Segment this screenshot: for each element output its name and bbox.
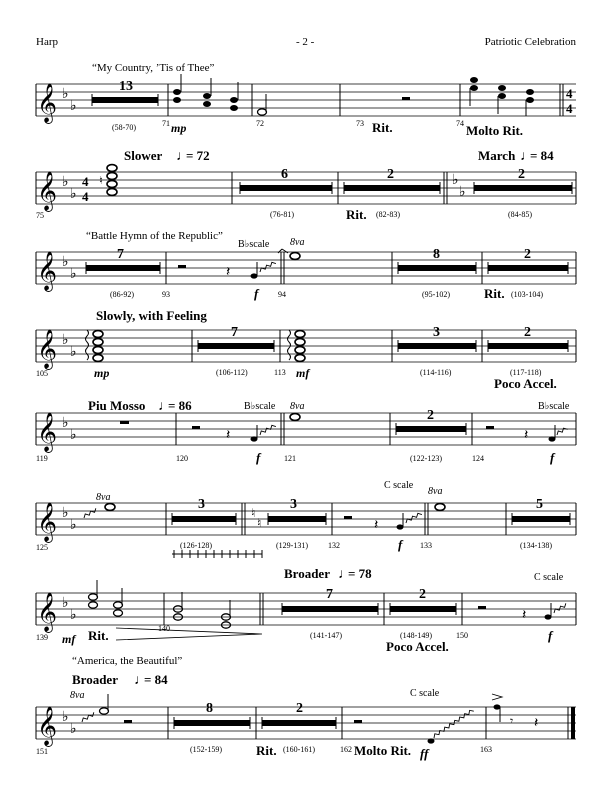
whole-note (290, 414, 300, 421)
tempo-marking: Broader (72, 672, 118, 687)
rest-count: 2 (387, 167, 394, 182)
multimeasure-rest (240, 185, 332, 191)
tempo-marking: Slowly, with Feeling (96, 308, 207, 323)
measure-range: (82-83) (376, 210, 400, 219)
measure-range: (160-161) (283, 745, 315, 754)
staff-system-6 (36, 480, 576, 558)
scale-instruction: B♭scale (238, 239, 270, 250)
rest-count: 7 (117, 247, 124, 262)
measure-range: (117-118) (510, 368, 542, 377)
measure-number: 105 (36, 369, 48, 378)
time-signature: 4 (566, 101, 573, 116)
measure-number: 162 (340, 745, 352, 754)
quote-title: “America, the Beautiful” (72, 655, 183, 667)
half-rest (486, 426, 494, 429)
measure-number: 94 (278, 290, 286, 299)
svg-text:♮: ♮ (99, 175, 103, 187)
whole-rest (120, 421, 129, 424)
rest-count: 5 (536, 497, 543, 512)
rest-count: 3 (290, 497, 297, 512)
half-note (100, 708, 109, 714)
measure-number: 151 (36, 747, 48, 756)
ottava-marking: 8va (70, 690, 85, 701)
key-signature-flat: ♭ (62, 596, 69, 611)
measure-number: 133 (420, 541, 432, 550)
measure-number: 140 (158, 624, 170, 633)
quarter-note-icon: ♩ (134, 673, 148, 688)
measure-range: (148-149) (400, 631, 432, 640)
key-signature-flat: ♭ (62, 506, 69, 521)
rest-count: 3 (433, 325, 440, 340)
half-rest (478, 606, 486, 609)
measure-range: (126-128) (180, 541, 212, 550)
dynamic-marking: mp (94, 366, 110, 380)
key-signature-flat: ♭ (62, 710, 69, 725)
half-rest (402, 97, 410, 100)
dynamic-marking: mf (296, 366, 310, 380)
piece-title: Patriotic Celebration (484, 36, 576, 48)
scale-instruction: C scale (534, 572, 564, 583)
half-rest (192, 426, 200, 429)
measure-range: (106-112) (216, 368, 248, 377)
staff-system-5 (36, 398, 576, 465)
multimeasure-rest (282, 606, 378, 612)
ottava-marking: 8va (96, 492, 111, 503)
half-note (258, 109, 267, 115)
multimeasure-rest (174, 720, 250, 726)
instrument-name: Harp (36, 36, 58, 48)
rest-count: 2 (296, 701, 303, 716)
key-signature-flat: ♭ (62, 333, 69, 348)
rest-count: 6 (281, 167, 288, 182)
dynamic-marking: f (550, 450, 555, 465)
half-rest (344, 516, 352, 519)
key-signature-flat: ♭ (70, 99, 77, 114)
dynamic-marking: f (256, 450, 261, 465)
treble-clef-icon: 𝄞 (37, 253, 58, 290)
key-signature-flat: ♭ (62, 87, 69, 102)
quarter-rest: 𝄽 (374, 518, 379, 533)
measure-range: (134-138) (520, 541, 552, 550)
ottava-marking: 8va (290, 401, 305, 412)
multimeasure-rest (488, 343, 568, 349)
rest-count: 13 (119, 79, 133, 94)
whole-note (290, 253, 300, 260)
tempo-marking: Poco Accel. (494, 376, 557, 391)
rest-count: 2 (518, 167, 525, 182)
measure-range: (76-81) (270, 210, 294, 219)
measure-number: 113 (274, 368, 286, 377)
multimeasure-rest (172, 516, 236, 522)
quarter-rest: 𝄽 (534, 716, 539, 731)
dynamic-marking: mp (171, 121, 187, 135)
measure-range: (95-102) (422, 290, 450, 299)
measure-number: 125 (36, 543, 48, 552)
measure-number: 124 (472, 454, 484, 463)
half-rest (178, 265, 186, 268)
tempo-marking: = 84 (530, 148, 554, 163)
scale-instruction: B♭scale (244, 401, 276, 412)
multimeasure-rest (262, 720, 336, 726)
measure-number: 71 (162, 119, 170, 128)
time-signature: 4 (566, 86, 573, 101)
scale-instruction: B♭scale (538, 401, 570, 412)
measure-range: (114-116) (420, 368, 452, 377)
decrescendo-hairpin (116, 628, 262, 640)
chord-notes (173, 74, 238, 111)
tempo-marking: Rit. (256, 743, 277, 758)
key-signature-flat: ♭ (70, 345, 77, 360)
tempo-marking: = 72 (186, 148, 210, 163)
measure-range: (84-85) (508, 210, 532, 219)
treble-clef-icon: 𝄞 (37, 594, 58, 631)
key-signature-flat: ♭ (70, 608, 77, 623)
staff-system-7 (36, 566, 576, 654)
rest-count: 2 (524, 325, 531, 340)
measure-number: 163 (480, 745, 492, 754)
scale-instruction: C scale (384, 480, 414, 491)
rest-count: 3 (198, 497, 205, 512)
quarter-note-icon: ♩ (338, 567, 352, 582)
staff-system-3 (36, 230, 576, 301)
chord-notes (470, 77, 534, 116)
tempo-marking: Piu Mosso (88, 398, 146, 413)
tempo-marking: = 78 (348, 566, 372, 581)
quarter-rest: 𝄽 (524, 428, 529, 443)
whole-note (105, 504, 115, 511)
glissando-scale (251, 424, 276, 442)
staff-system-1 (36, 62, 576, 138)
tempo-marking: Molto Rit. (354, 743, 412, 758)
final-barline (571, 707, 575, 739)
tempo-marking: Poco Accel. (386, 639, 449, 654)
quarter-note-icon: ♩ (520, 149, 534, 164)
whole-note (435, 504, 445, 511)
measure-number: 132 (328, 541, 340, 550)
quarter-rest: 𝄽 (522, 608, 527, 623)
measure-range: (122-123) (410, 454, 442, 463)
key-signature-flat: ♭ (70, 722, 77, 737)
rest-count: 8 (433, 247, 440, 262)
treble-clef-icon: 𝄞 (37, 85, 58, 122)
multimeasure-rest (268, 516, 326, 522)
half-rest (124, 720, 132, 723)
dynamic-marking: ff (420, 746, 429, 761)
tempo-marking: Broader (284, 566, 330, 581)
multimeasure-rest (398, 265, 476, 271)
quarter-note-icon: ♩ (158, 399, 172, 414)
multimeasure-rest (198, 343, 274, 349)
time-signature: 4 (82, 174, 89, 189)
quote-title: “Battle Hymn of the Republic” (86, 230, 223, 242)
key-signature-flat: ♭ (70, 518, 77, 533)
rest-count: 2 (524, 247, 531, 262)
tempo-marking: Rit. (484, 286, 505, 301)
natural-sign: ♮ (251, 506, 256, 520)
multimeasure-rest (396, 426, 466, 432)
half-rest (354, 720, 362, 723)
glissando-scale (549, 425, 568, 442)
dynamic-marking: f (254, 286, 259, 301)
rest-count: 2 (427, 408, 434, 423)
treble-clef-icon: 𝄞 (37, 331, 58, 368)
dynamic-marking: f (398, 537, 403, 552)
measure-range: (141-147) (310, 631, 342, 640)
rest-count: 7 (231, 325, 238, 340)
key-signature-flat: ♭ (62, 175, 69, 190)
multimeasure-rest (86, 265, 160, 271)
tempo-marking: Rit. (372, 120, 393, 135)
key-signature-flat: ♭ (70, 267, 77, 282)
treble-clef-icon: 𝄞 (37, 173, 58, 210)
half-note-chord (174, 592, 231, 628)
measure-number: 72 (256, 119, 264, 128)
key-signature-flat: ♭ (452, 173, 459, 188)
key-signature-flat: ♭ (459, 185, 466, 200)
measure-number: 93 (162, 290, 170, 299)
ottava-marking: 8va (290, 237, 305, 248)
tempo-marking: Rit. (88, 628, 109, 643)
tempo-marking: = 84 (144, 672, 168, 687)
scale-instruction: C scale (410, 688, 440, 699)
half-note-chord (89, 580, 123, 616)
page-number: - 2 - (296, 36, 315, 48)
rest-count: 8 (206, 701, 213, 716)
glissando-scale (83, 508, 98, 518)
glissando-scale (428, 709, 474, 744)
measure-range: (58-70) (112, 123, 136, 132)
treble-clef-icon: 𝄞 (37, 504, 58, 541)
tempo-marking: = 86 (168, 398, 192, 413)
measure-range: (129-131) (276, 541, 308, 550)
measure-range: (152-159) (190, 745, 222, 754)
staff-system-8 (36, 655, 576, 761)
treble-clef-icon: 𝄞 (37, 414, 58, 451)
tick-marks (172, 550, 262, 558)
multimeasure-rest (512, 516, 570, 522)
measure-number: 74 (456, 119, 464, 128)
measure-number: 75 (36, 211, 44, 220)
quarter-rest: 𝄽 (226, 265, 231, 280)
ottava-marking: 8va (428, 486, 443, 497)
multimeasure-rest (390, 606, 456, 612)
multimeasure-rest (92, 97, 158, 103)
tempo-marking: Slower (124, 148, 163, 163)
multimeasure-rest (488, 265, 568, 271)
key-signature-flat: ♭ (62, 416, 69, 431)
measure-number: 139 (36, 633, 48, 642)
measure-number: 73 (356, 119, 364, 128)
multimeasure-rest (474, 185, 572, 191)
treble-clef-icon: 𝄞 (37, 708, 58, 745)
staff-system-4 (36, 308, 576, 391)
tempo-marking: Rit. (346, 207, 367, 222)
measure-number: 121 (284, 454, 296, 463)
quote-title: “My Country, ’Tis of Thee” (92, 62, 215, 74)
tempo-marking: March (478, 148, 516, 163)
measure-number: 150 (456, 631, 468, 640)
multimeasure-rest (344, 185, 440, 191)
quarter-note-icon: ♩ (176, 149, 190, 164)
natural-sign: ♮ (257, 516, 262, 530)
measure-number: 119 (36, 454, 48, 463)
quarter-rest: 𝄽 (226, 428, 231, 443)
eighth-rest: 𝄾 (510, 714, 514, 728)
key-signature-flat: ♭ (62, 255, 69, 270)
glissando-scale (81, 712, 96, 722)
rest-count: 2 (419, 587, 426, 602)
key-signature-flat: ♭ (70, 187, 77, 202)
tempo-marking: Molto Rit. (466, 123, 524, 138)
key-signature-flat: ♭ (70, 428, 77, 443)
rest-count: 7 (326, 587, 333, 602)
dynamic-marking: f (548, 628, 553, 643)
multimeasure-rest (398, 343, 476, 349)
dynamic-marking: mf (62, 632, 76, 646)
measure-range: (103-104) (511, 290, 543, 299)
time-signature: 4 (82, 189, 89, 204)
accented-note (492, 694, 502, 722)
staff-system-2 (36, 148, 576, 222)
measure-range: (86-92) (110, 290, 134, 299)
measure-number: 120 (176, 454, 188, 463)
